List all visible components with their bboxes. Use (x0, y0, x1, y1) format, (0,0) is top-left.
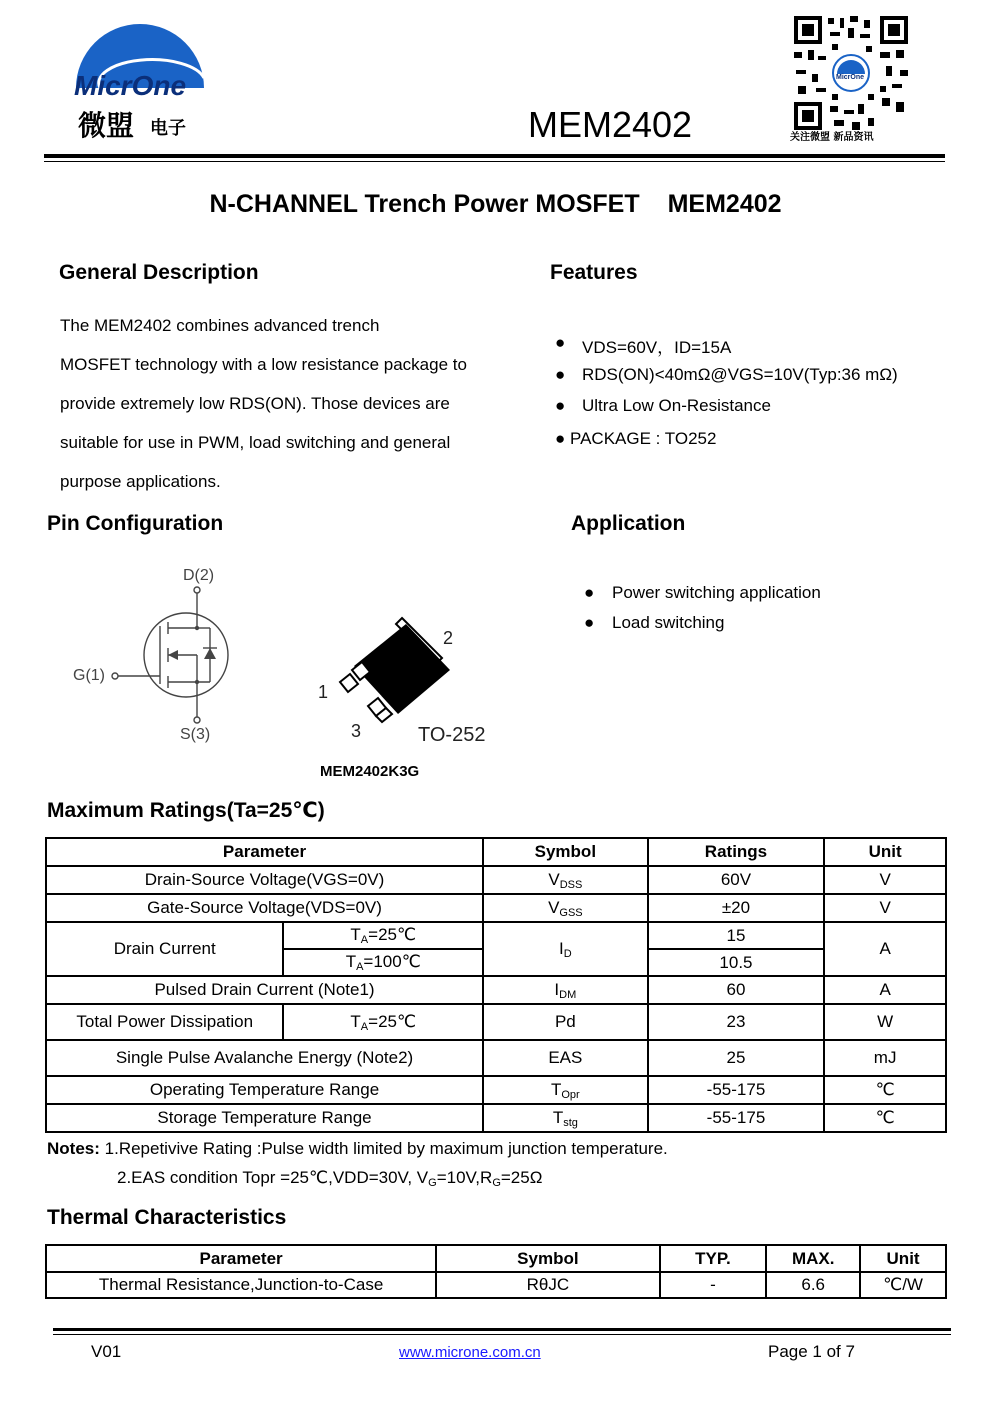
cell-symbol: $I_D$ (483, 922, 648, 976)
application-list (584, 583, 944, 643)
table-row (46, 976, 946, 1004)
table-row (46, 894, 946, 922)
to252-package (310, 610, 510, 760)
application-text: Load switching (612, 613, 725, 632)
table-row (46, 866, 946, 894)
header-typ: TYP. (660, 1245, 767, 1272)
cell-rating: 10.5 (648, 949, 825, 976)
cell-typ: - (660, 1272, 767, 1298)
header-max: MAX. (766, 1245, 860, 1272)
application-item (584, 613, 944, 643)
header-unit: Unit (824, 838, 946, 866)
footer-website-link[interactable]: www.microne.com.cn (399, 1344, 541, 1361)
package-name: TO-252 (418, 724, 486, 746)
header-symbol: Symbol (436, 1245, 659, 1272)
cell-rating: 60V (648, 866, 825, 894)
source-label: S(3) (180, 726, 211, 743)
cell-symbol: $I_{DM}$ (483, 976, 648, 1004)
document-title: MEM2402 (528, 104, 693, 145)
drain-label: D(2) (183, 567, 215, 584)
package-pin-1-label: 1 (318, 682, 329, 702)
mosfet-schematic (60, 560, 260, 750)
description-line: provide extremely low RDS(ON). Those devices are (60, 394, 450, 413)
header-parameter: Parameter (46, 838, 483, 866)
package-pin-3-label: 3 (351, 721, 362, 741)
cell-unit: W (824, 1004, 946, 1040)
cell-unit: A (824, 922, 946, 976)
cell-unit: V (824, 894, 946, 922)
footer-page-number: Page 1 of 7 (768, 1342, 855, 1361)
feature-text: Ultra Low On-Resistance (582, 396, 771, 415)
feature-item (555, 429, 955, 459)
cell-symbol: $T_{stg}$ (483, 1104, 648, 1132)
note-2: 2.EAS condition Topr =25℃,VDD=30V, $V_G=10V,R_G=25\Omega$ (117, 1168, 543, 1189)
header-unit: Unit (860, 1245, 946, 1272)
general-description-body (60, 306, 500, 501)
part-number: MEM2402K3G (320, 763, 420, 780)
main-title-left: N-CHANNEL Trench Power MOSFET (209, 190, 640, 218)
table-row (46, 1104, 946, 1132)
footer-rule (53, 1328, 951, 1331)
logo-text-cn-small: 电子 (150, 118, 186, 139)
cell-rating: ±20 (648, 894, 825, 922)
cell-parameter: Gate-Source Voltage(VDS=0V) (46, 894, 483, 922)
package-pin-2-label: 2 (443, 628, 454, 648)
cell-parameter: Drain Current (46, 922, 283, 976)
cell-symbol: $V_{GSS}$ (483, 894, 648, 922)
table-row (46, 1076, 946, 1104)
thermal-table (45, 1244, 947, 1299)
cell-parameter: Single Pulse Avalanche Energy (Note2) (46, 1040, 483, 1076)
notes-label: Notes: (47, 1139, 100, 1158)
footer-version: V01 (91, 1342, 122, 1361)
max-ratings-table (45, 837, 947, 1133)
cell-rating: -55-175 (648, 1076, 825, 1104)
general-description-heading: General Description (59, 261, 259, 284)
table-header-row (46, 1245, 946, 1272)
table-row (46, 1004, 946, 1040)
application-item (584, 583, 944, 613)
cell-rating: -55-175 (648, 1104, 825, 1132)
cell-max: 6.6 (766, 1272, 860, 1298)
bullet-icon: ● (584, 613, 595, 632)
notes (47, 1139, 668, 1159)
feature-text: RDS(ON)<40mΩ@VGS=10V(Typ:36 mΩ) (582, 365, 898, 384)
feature-item (555, 396, 955, 429)
table-header-row (46, 838, 946, 866)
thermal-heading: Thermal Characteristics (47, 1206, 287, 1229)
footer-rule-thin (53, 1334, 951, 1335)
cell-rating: 60 (648, 976, 825, 1004)
note-1: 1.Repetivive Rating :Pulse width limited by maximum junction temperature. (104, 1139, 668, 1158)
logo-text-cn: 微盟 (78, 109, 135, 142)
cell-parameter: Thermal Resistance,Junction-to-Case (46, 1272, 436, 1298)
description-line: purpose applications. (60, 472, 221, 491)
mosfet-symbol-icon (60, 560, 260, 750)
description-line: MOSFET technology with a low resistance package to (60, 355, 467, 374)
header-symbol: Symbol (483, 838, 648, 866)
qr-caption: 关注微盟 新品资讯 (790, 132, 874, 143)
bullet-icon: ● (555, 365, 566, 384)
cell-unit: A (824, 976, 946, 1004)
cell-symbol: RθJC (436, 1272, 659, 1298)
main-title (0, 190, 991, 219)
table-row (46, 1272, 946, 1298)
cell-unit: ℃ (824, 1104, 946, 1132)
cell-symbol: $T_{Opr}$ (483, 1076, 648, 1104)
cell-condition: $T_A=25℃$ (283, 1004, 483, 1040)
cell-parameter: Drain-Source Voltage(VGS=0V) (46, 866, 483, 894)
cell-unit: V (824, 866, 946, 894)
bullet-icon: ● (555, 396, 566, 415)
feature-text: PACKAGE : TO252 (570, 429, 717, 448)
company-logo (70, 18, 210, 142)
cell-rating: 15 (648, 922, 825, 949)
header-parameter: Parameter (46, 1245, 436, 1272)
cell-rating: 25 (648, 1040, 825, 1076)
cell-symbol: $V_{DSS}$ (483, 866, 648, 894)
header-rule (44, 154, 945, 158)
pin-configuration-heading: Pin Configuration (47, 512, 224, 535)
cell-parameter: Storage Temperature Range (46, 1104, 483, 1132)
description-line: The MEM2402 combines advanced trench (60, 316, 380, 335)
feature-item (555, 333, 955, 365)
feature-item (555, 365, 955, 396)
cell-unit: ℃/W (860, 1272, 946, 1298)
features-heading: Features (550, 261, 638, 284)
bullet-icon: ● (555, 333, 566, 352)
cell-unit: ℃ (824, 1076, 946, 1104)
qr-code (792, 14, 910, 132)
table-row (46, 922, 946, 949)
logo-text-en: MicrOne (74, 70, 187, 101)
main-title-right: MEM2402 (667, 190, 782, 218)
bullet-icon: ● (555, 429, 566, 448)
qr-logo-text: MicrOne (836, 74, 865, 81)
cell-symbol: Pd (483, 1004, 648, 1040)
cell-rating: 23 (648, 1004, 825, 1040)
qr-code-icon (792, 14, 910, 132)
gate-label: G(1) (73, 667, 105, 684)
cell-condition: $T_A=100℃$ (283, 949, 483, 976)
cell-parameter: Operating Temperature Range (46, 1076, 483, 1104)
feature-text: VDS=60V，ID=15A (582, 338, 732, 357)
application-text: Power switching application (612, 583, 821, 602)
bullet-icon: ● (584, 583, 595, 602)
cell-symbol: EAS (483, 1040, 648, 1076)
table-row (46, 1040, 946, 1076)
application-heading: Application (571, 512, 686, 535)
max-ratings-heading: Maximum Ratings(Ta=25℃) (47, 799, 325, 822)
cell-unit: mJ (824, 1040, 946, 1076)
features-list (555, 333, 955, 459)
cell-parameter: Pulsed Drain Current (Note1) (46, 976, 483, 1004)
description-line: suitable for use in PWM, load switching and general (60, 433, 451, 452)
cell-condition: $T_A=25℃$ (283, 922, 483, 949)
header-rule-thin (44, 161, 945, 162)
header-ratings: Ratings (648, 838, 825, 866)
cell-parameter: Total Power Dissipation (46, 1004, 283, 1040)
